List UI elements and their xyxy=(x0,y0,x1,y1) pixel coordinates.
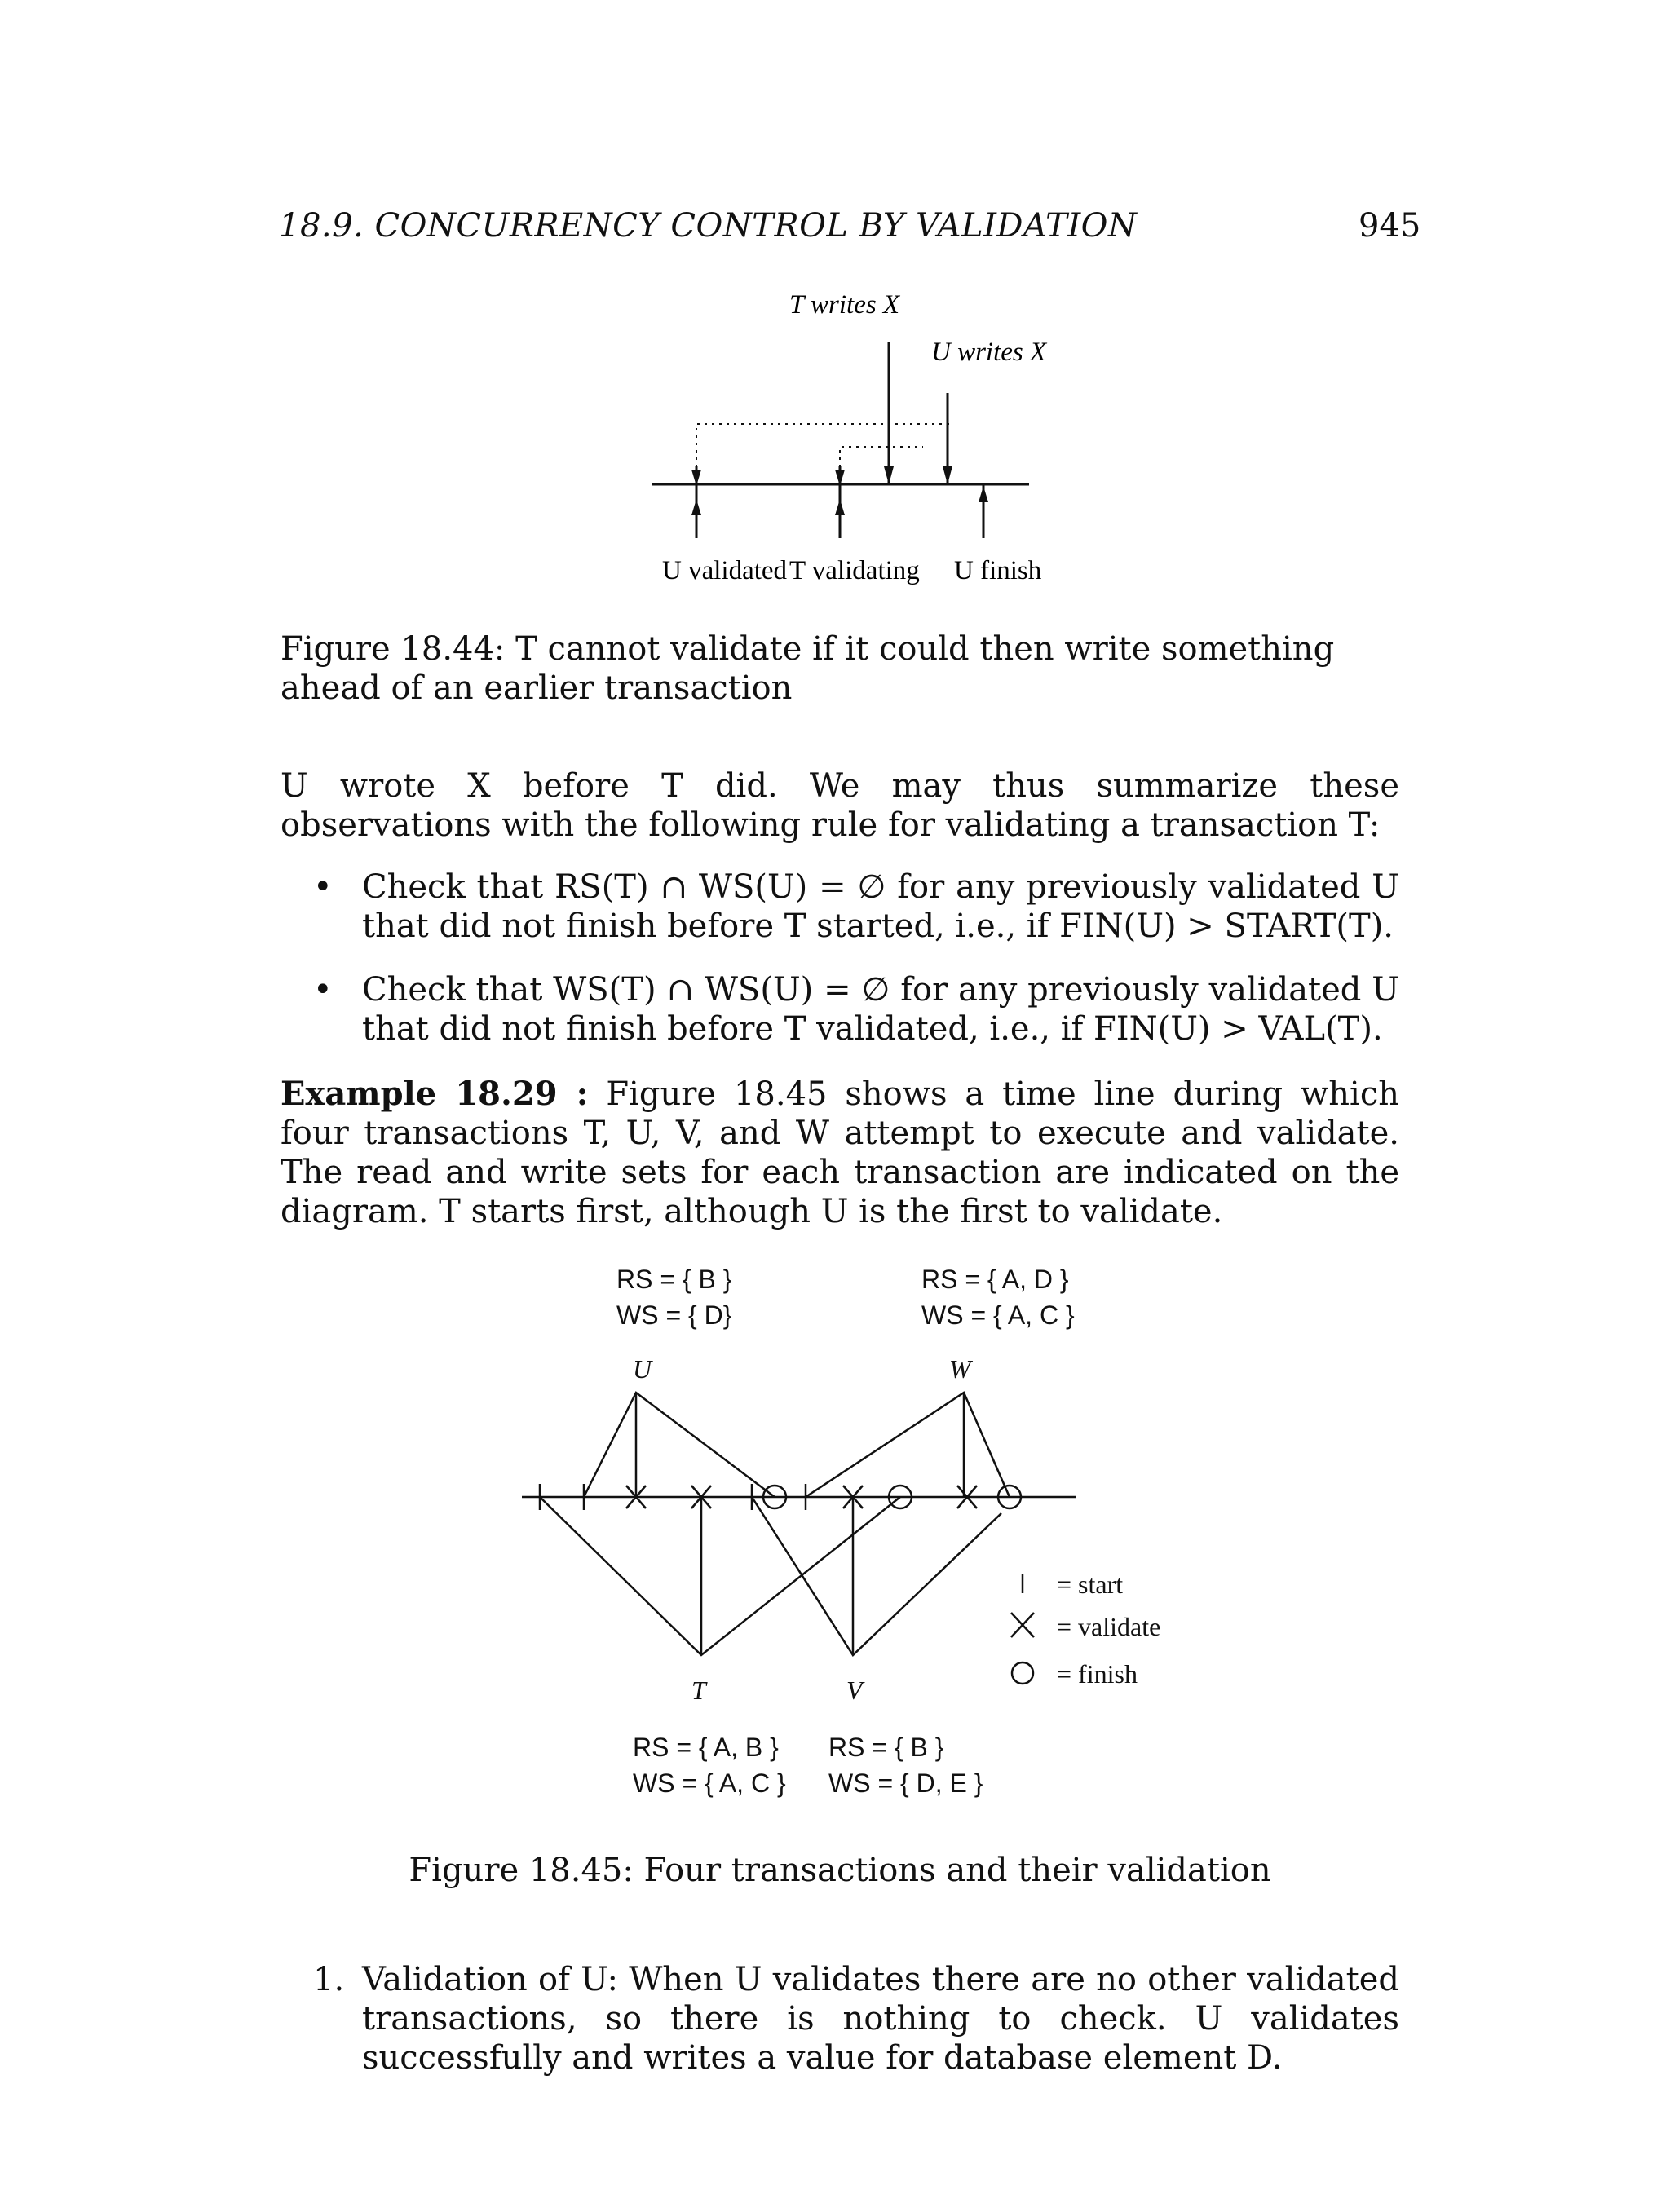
bullet-item-2 xyxy=(313,970,1399,1052)
t-rs-label: RS = { A, B } xyxy=(633,1733,779,1762)
v-path xyxy=(752,1497,1001,1655)
w-rs-label: RS = { A, D } xyxy=(921,1265,1069,1294)
legend xyxy=(1011,1574,1034,1684)
list-item-1 xyxy=(313,1960,1399,2091)
u-finish-label: U finish xyxy=(954,556,1042,585)
list-text: Validation of U: When U validates there are no other validated transactions, so there is nothing to check. U validates successfully and writes a value for database element D. xyxy=(362,1961,1399,2077)
w-ws-label: WS = { A, C } xyxy=(921,1300,1075,1330)
u-ws-label: WS = { D} xyxy=(616,1300,732,1330)
list-number: 1. xyxy=(313,1961,345,1998)
u-rs-label: RS = { B } xyxy=(616,1265,732,1294)
u-writes-label: U writes X xyxy=(931,338,1047,367)
u-validated-label: U validated xyxy=(662,556,788,585)
u-path xyxy=(584,1393,775,1497)
v-rs-label: RS = { B } xyxy=(828,1733,944,1762)
bullet-text: Check that WS(T) ∩ WS(U) = ∅ for any previously validated U that did not finish before T validated, i.e., if FIN(U) > VAL(T). xyxy=(362,971,1399,1048)
legend-finish-label: = finish xyxy=(1057,1659,1138,1689)
page-number: 945 xyxy=(1359,207,1421,245)
t-writes-label: T writes X xyxy=(789,290,900,320)
v-ws-label: WS = { D, E } xyxy=(828,1768,983,1798)
bullet-item-1 xyxy=(313,868,1399,949)
t-ws-label: WS = { A, C } xyxy=(633,1768,786,1798)
figure-18-44-caption: Figure 18.44: T cannot validate if it could then write something ahead of an earlier transaction xyxy=(281,630,1335,707)
dotted-connector-t xyxy=(840,447,923,519)
w-transaction-label: W xyxy=(949,1354,971,1384)
legend-validate-label: = validate xyxy=(1057,1612,1161,1641)
paragraph-rule-intro: U wrote X before T did. We may thus summarize these observations with the following rule for validating a transaction T: xyxy=(281,767,1399,844)
bullet-text: Check that RS(T) ∩ WS(U) = ∅ for any previously validated U that did not finish before T started, i.e., if FIN(U) > START(T). xyxy=(362,868,1399,945)
dotted-connector-u xyxy=(696,424,954,519)
t-validating-label: T validating xyxy=(789,556,920,585)
legend-validate-icon xyxy=(1011,1613,1034,1637)
figure-18-44 xyxy=(571,285,1109,595)
w-path xyxy=(806,1393,1010,1497)
legend-start-label: = start xyxy=(1057,1570,1124,1599)
v-transaction-label: V xyxy=(846,1676,863,1705)
example-text: Figure 18.45 shows a time line during which four transactions T, U, V, and W attempt to execute and validate. The read and write sets for each transaction are indicated on the diagram. T starts first, although U is the first to validate. xyxy=(281,1075,1399,1230)
figure-18-45-caption: Figure 18.45: Four transactions and their validation xyxy=(409,1852,1271,1889)
bullet-dot-icon: • xyxy=(313,868,333,906)
t-transaction-label: T xyxy=(691,1676,706,1705)
bullet-dot-icon: • xyxy=(313,971,333,1009)
example-label: Example 18.29 : xyxy=(281,1075,589,1113)
running-header: 18.9. CONCURRENCY CONTROL BY VALIDATION xyxy=(279,207,1138,245)
example-18-29 xyxy=(281,1075,1399,1231)
t-path xyxy=(540,1497,900,1655)
u-transaction-label: U xyxy=(633,1354,652,1384)
legend-finish-icon xyxy=(1012,1662,1033,1684)
figure-18-45 xyxy=(506,1256,1239,1826)
